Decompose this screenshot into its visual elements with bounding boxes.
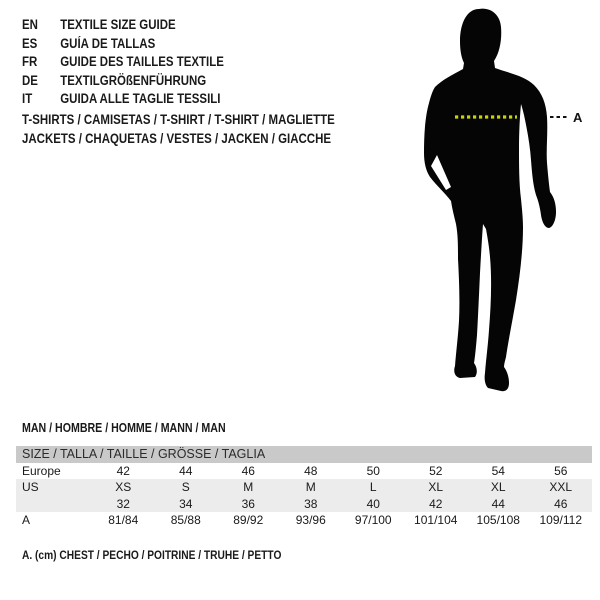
section-title-man: MAN / HOMBRE / HOMME / MANN / MAN — [22, 421, 226, 435]
size-cell: 46 — [217, 463, 280, 480]
size-cell: 36 — [217, 496, 280, 513]
size-cell: 34 — [155, 496, 218, 513]
size-cell: 56 — [530, 463, 593, 480]
size-cell: 42 — [405, 496, 468, 513]
size-table — [16, 446, 592, 529]
size-cell: 54 — [467, 463, 530, 480]
language-label: TEXTILE SIZE GUIDE — [60, 17, 176, 32]
size-cell: L — [342, 479, 405, 496]
size-cell: 44 — [467, 496, 530, 513]
size-cell: 105/108 — [467, 512, 530, 529]
language-label: GUIDA ALLE TAGLIE TESSILI — [60, 91, 221, 106]
language-row — [22, 16, 224, 35]
size-cell: S — [155, 479, 218, 496]
category-list — [22, 110, 390, 148]
language-code: EN — [22, 17, 38, 32]
table-row — [16, 496, 592, 513]
size-cell: XXL — [530, 479, 593, 496]
size-table-header: SIZE / TALLA / TAILLE / GRÖSSE / TAGLIA — [16, 446, 592, 463]
size-cell: XL — [405, 479, 468, 496]
size-cell: 81/84 — [92, 512, 155, 529]
man-figure — [420, 5, 590, 400]
size-cell: 44 — [155, 463, 218, 480]
language-row — [22, 72, 224, 91]
size-cell: 42 — [92, 463, 155, 480]
size-cell: 38 — [280, 496, 343, 513]
table-row — [16, 479, 592, 496]
row-label: A — [16, 512, 92, 529]
size-cell: 89/92 — [217, 512, 280, 529]
language-code: DE — [22, 72, 38, 88]
table-row — [16, 463, 592, 480]
language-row — [22, 90, 224, 109]
language-code: ES — [22, 35, 38, 51]
category-tshirts: T-SHIRTS / CAMISETAS / T-SHIRT / T-SHIRT / MAGLIETTE — [22, 112, 335, 127]
language-row — [22, 53, 224, 72]
row-label: Europe — [16, 463, 92, 480]
size-cell: 50 — [342, 463, 405, 480]
size-cell: 97/100 — [342, 512, 405, 529]
size-cell: XS — [92, 479, 155, 496]
size-cell: XL — [467, 479, 530, 496]
row-label: US — [16, 479, 92, 496]
size-cell: 109/112 — [530, 512, 593, 529]
size-cell: 101/104 — [405, 512, 468, 529]
size-cell: 32 — [92, 496, 155, 513]
table-row — [16, 512, 592, 529]
language-label: TEXTILGRÖßENFÜHRUNG — [60, 72, 207, 88]
language-label: GUIDE DES TAILLES TEXTILE — [60, 54, 224, 69]
man-silhouette-svg — [420, 5, 590, 400]
size-cell: 48 — [280, 463, 343, 480]
size-table-body — [16, 446, 592, 529]
language-code: IT — [22, 91, 33, 106]
language-list — [22, 16, 260, 109]
size-cell: 85/88 — [155, 512, 218, 529]
size-cell: 93/96 — [280, 512, 343, 529]
language-label: GUÍA DE TALLAS — [60, 35, 156, 51]
footnote-chest: A. (cm) CHEST / PECHO / POITRINE / TRUHE / PETTO — [22, 548, 282, 562]
measure-label-a: A — [573, 110, 583, 125]
man-silhouette — [424, 9, 556, 392]
size-cell: 52 — [405, 463, 468, 480]
size-cell: 46 — [530, 496, 593, 513]
language-row — [22, 35, 224, 54]
language-code: FR — [22, 54, 38, 69]
size-cell: M — [280, 479, 343, 496]
row-label — [16, 496, 92, 513]
size-cell: M — [217, 479, 280, 496]
size-table-header-row — [16, 446, 592, 463]
category-jackets: JACKETS / CHAQUETAS / VESTES / JACKEN / GIACCHE — [22, 131, 332, 146]
size-cell: 40 — [342, 496, 405, 513]
